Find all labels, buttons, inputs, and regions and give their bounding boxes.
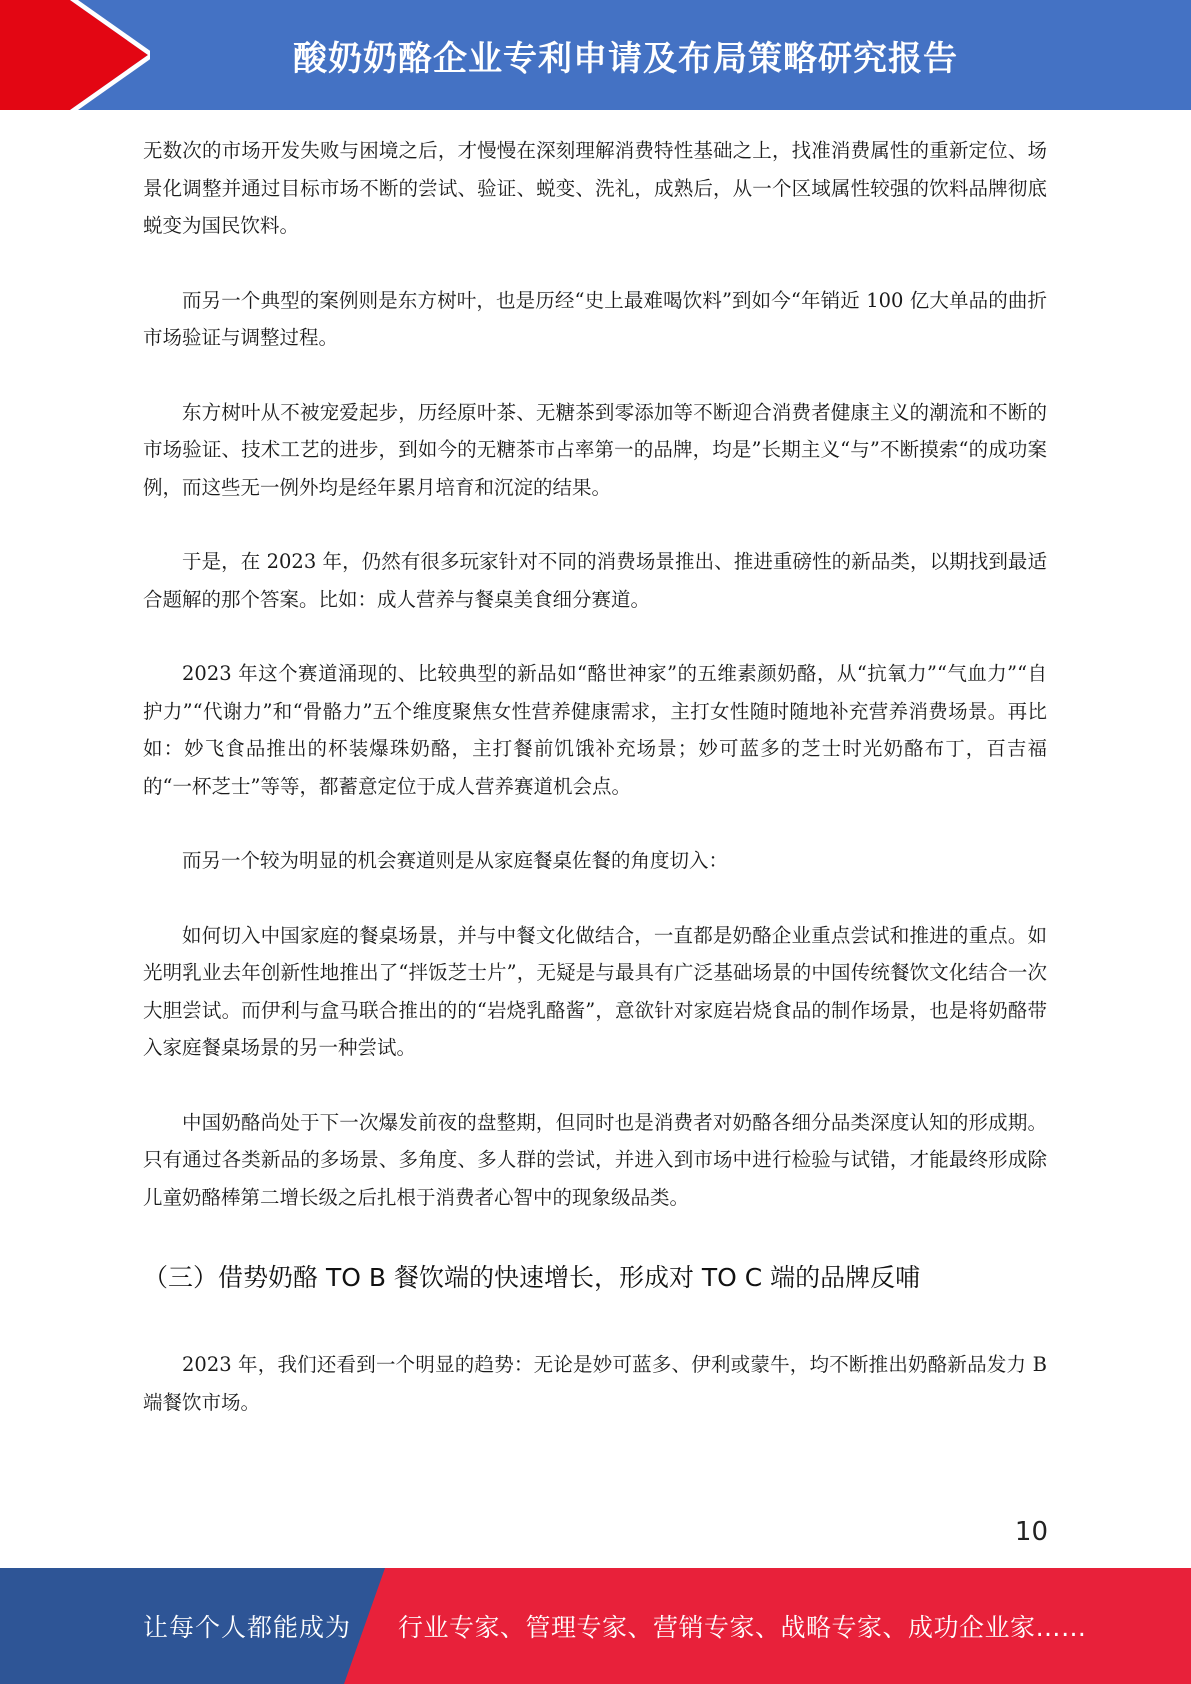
header-arrow-decoration <box>0 0 150 110</box>
body-paragraph: 无数次的市场开发失败与困境之后，才慢慢在深刻理解消费特性基础之上，找准消费属性的重新定位、场景化调整并通过目标市场不断的尝试、验证、蜕变、洗礼，成熟后，从一个区域属性较强的饮料品牌彻底蜕变为国民饮料。 <box>143 139 1047 237</box>
footer-slogan-right: 行业专家、管理专家、营销专家、战略专家、成功企业家…… <box>398 1613 1087 1642</box>
body-paragraph: 2023 年，我们还看到一个明显的趋势：无论是妙可蓝多、伊利或蒙牛，均不断推出奶酪新品发力 B 端餐饮市场。 <box>143 1353 1047 1414</box>
body-paragraph: 而另一个较为明显的机会赛道则是从家庭餐桌佐餐的角度切入： <box>182 849 729 872</box>
footer-slogan-left: 让每个人都能成为 <box>143 1613 352 1642</box>
body-paragraph: 东方树叶从不被宠爱起步，历经原叶茶、无糖茶到零添加等不断迎合消费者健康主义的潮流和不断的市场验证、技术工艺的进步，到如今的无糖茶市占率第一的品牌，均是”长期主义“与”不断摸索“的成功案例，而这些无一例外均是经年累月培育和沉淀的结果。 <box>143 400 1047 499</box>
page-footer <box>0 1568 1191 1684</box>
body-paragraph: 于是，在 2023 年，仍然有很多玩家针对不同的消费场景推出、推进重磅性的新品类，以期找到最适合题解的那个答案。比如：成人营养与餐桌美食细分赛道。 <box>143 550 1047 611</box>
document-body <box>143 132 1047 1421</box>
report-title: 酸奶奶酪企业专利申请及布局策略研究报告 <box>293 38 958 79</box>
body-paragraph: 中国奶酪尚处于下一次爆发前夜的盘整期，但同时也是消费者对奶酪各细分品类深度认知的形成期。只有通过各类新品的多场景、多角度、多人群的尝试，并进入到市场中进行检验与试错，才能最终形成除儿童奶酪棒第二增长级之后扎根于消费者心智中的现象级品类。 <box>143 1110 1047 1209</box>
body-paragraph: 如何切入中国家庭的餐桌场景，并与中餐文化做结合，一直都是奶酪企业重点尝试和推进的重点。如光明乳业去年创新性地推出了“拌饭芝士片”，无疑是与最具有广泛基础场景的中国传统餐饮文化结合一次大胆尝试。而伊利与盒马联合推出的的“岩烧乳酪酱”，意欲针对家庭岩烧食品的制作场景，也是将奶酪带入家庭餐桌场景的另一种尝试。 <box>143 923 1047 1059</box>
body-paragraph: 2023 年这个赛道涌现的、比较典型的新品如“酪世神家”的五维素颜奶酪，从“抗氧力”“气血力”“自护力”“代谢力”和“骨骼力”五个维度聚焦女性营养健康需求，主打女性随时随地补充营养消费场景。再比如：妙飞食品推出的杯装爆珠奶酪，主打餐前饥饿补充场景；妙可蓝多的芝士时光奶酪布丁，百吉福的“一杯芝士”等等，都蓄意定位于成人营养赛道机会点。 <box>143 662 1047 798</box>
section-heading: （三）借势奶酪 TO B 餐饮端的快速增长，形成对 TO C 端的品牌反哺 <box>143 1263 921 1292</box>
page-header <box>0 0 1191 110</box>
body-paragraph: 而另一个典型的案例则是东方树叶，也是历经“史上最难喝饮料”到如今“年销近 100 亿大单品的曲折市场验证与调整过程。 <box>143 288 1047 349</box>
page-number: 10 <box>1014 1517 1048 1547</box>
